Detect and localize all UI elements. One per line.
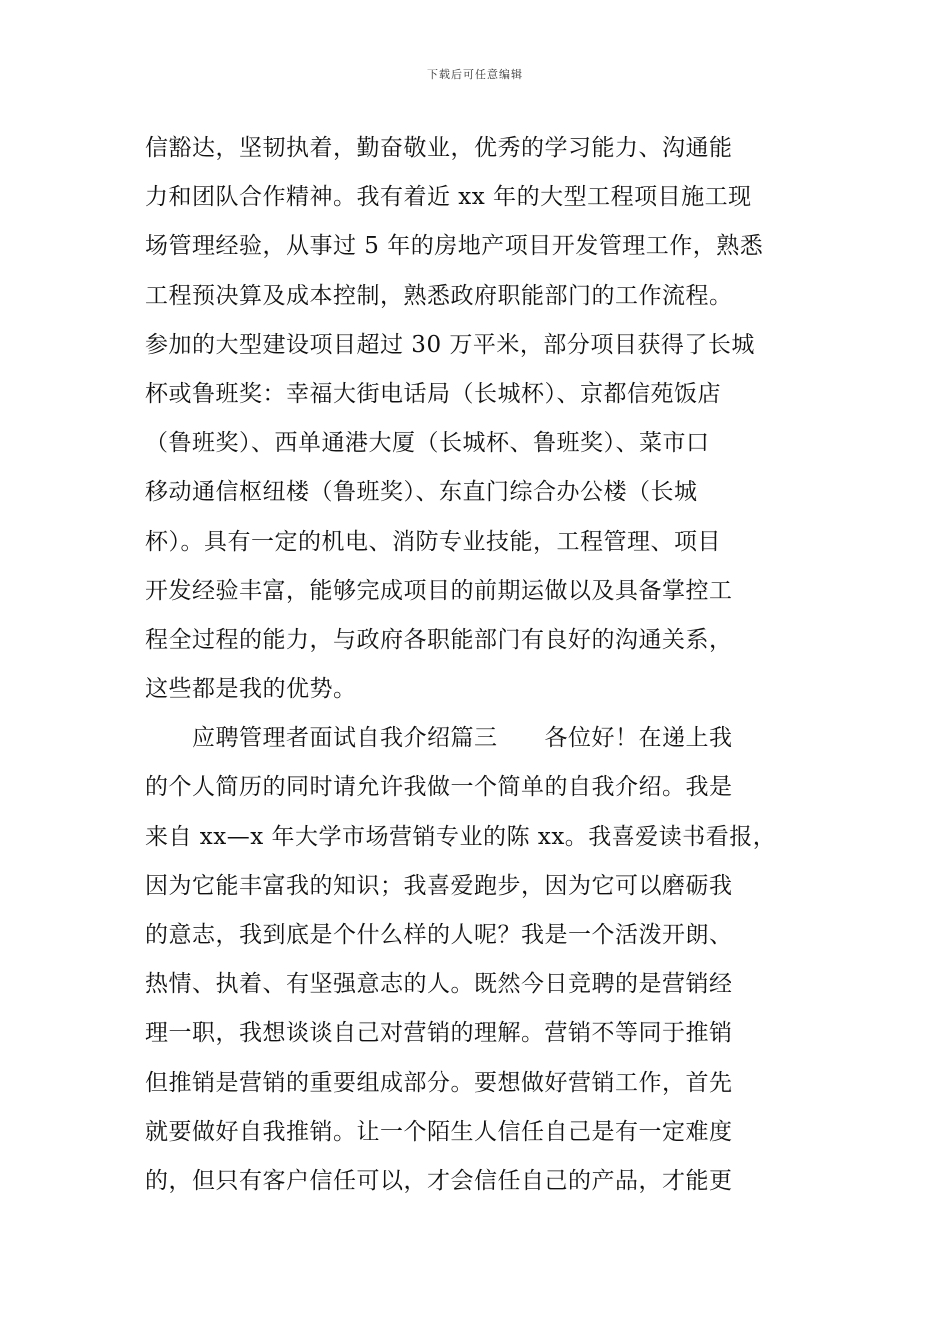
text-line: 杯或鲁班奖：幸福大街电话局（长城杯）、京都信苑饭店 xyxy=(145,380,721,407)
text-line: 热情、执着、有坚强意志的人。既然今日竞聘的是营销经 xyxy=(145,971,733,998)
text-line: 的意志，我到底是个什么样的人呢？我是一个活泼开朗、 xyxy=(145,922,733,948)
text-line: 场管理经验，从事过 5 年的房地产项目开发管理工作，熟悉 xyxy=(145,233,764,260)
text-line: 杯）。具有一定的机电、消防专业技能，工程管理、项目 xyxy=(145,528,721,555)
text-line: 就要做好自我推销。让一个陌生人信任自己是有一定难度 xyxy=(145,1118,733,1145)
text-line: 理一职，我想谈谈自己对营销的理解。营销不等同于推销 xyxy=(145,1020,733,1047)
text-line: 参加的大型建设项目超过 30 万平米，部分项目获得了长城 xyxy=(145,331,755,358)
text-line: 的，但只有客户信任可以，才会信任自己的产品，才能更 xyxy=(145,1167,733,1194)
text-line: 力和团队合作精神。我有着近 xx 年的大型工程项目施工现 xyxy=(145,184,752,211)
text-line: 移动通信枢纽楼（鲁班奖）、东直门综合办公楼（长城 xyxy=(145,479,698,506)
body-text xyxy=(145,124,810,1206)
text-line: 但推销是营销的重要组成部分。要想做好营销工作，首先 xyxy=(145,1069,733,1096)
page-header: 下载后可任意编辑 xyxy=(427,68,523,81)
text-line: 的个人简历的同时请允许我做一个简单的自我介绍。我是 xyxy=(145,774,733,801)
text-line: 信豁达，坚韧执着，勤奋敬业，优秀的学习能力、沟通能 xyxy=(145,135,733,161)
text-line: 这些都是我的优势。 xyxy=(145,676,357,703)
section-heading-line: 应聘管理者面试自我介绍篇三 各位好！在递上我 xyxy=(145,725,733,752)
text-line: 开发经验丰富，能够完成项目的前期运做以及具备掌控工 xyxy=(145,577,733,604)
text-line: 来自 xx—x 年大学市场营销专业的陈 xx。我喜爱读书看报， xyxy=(145,823,777,850)
text-line: 工程预决算及成本控制，熟悉政府职能部门的工作流程。 xyxy=(145,282,733,309)
text-line: （鲁班奖）、西单通港大厦（长城杯、鲁班奖）、菜市口 xyxy=(145,430,710,457)
text-line: 因为它能丰富我的知识；我喜爱跑步，因为它可以磨砺我 xyxy=(145,872,733,899)
text-line: 程全过程的能力，与政府各职能部门有良好的沟通关系， xyxy=(145,626,733,653)
